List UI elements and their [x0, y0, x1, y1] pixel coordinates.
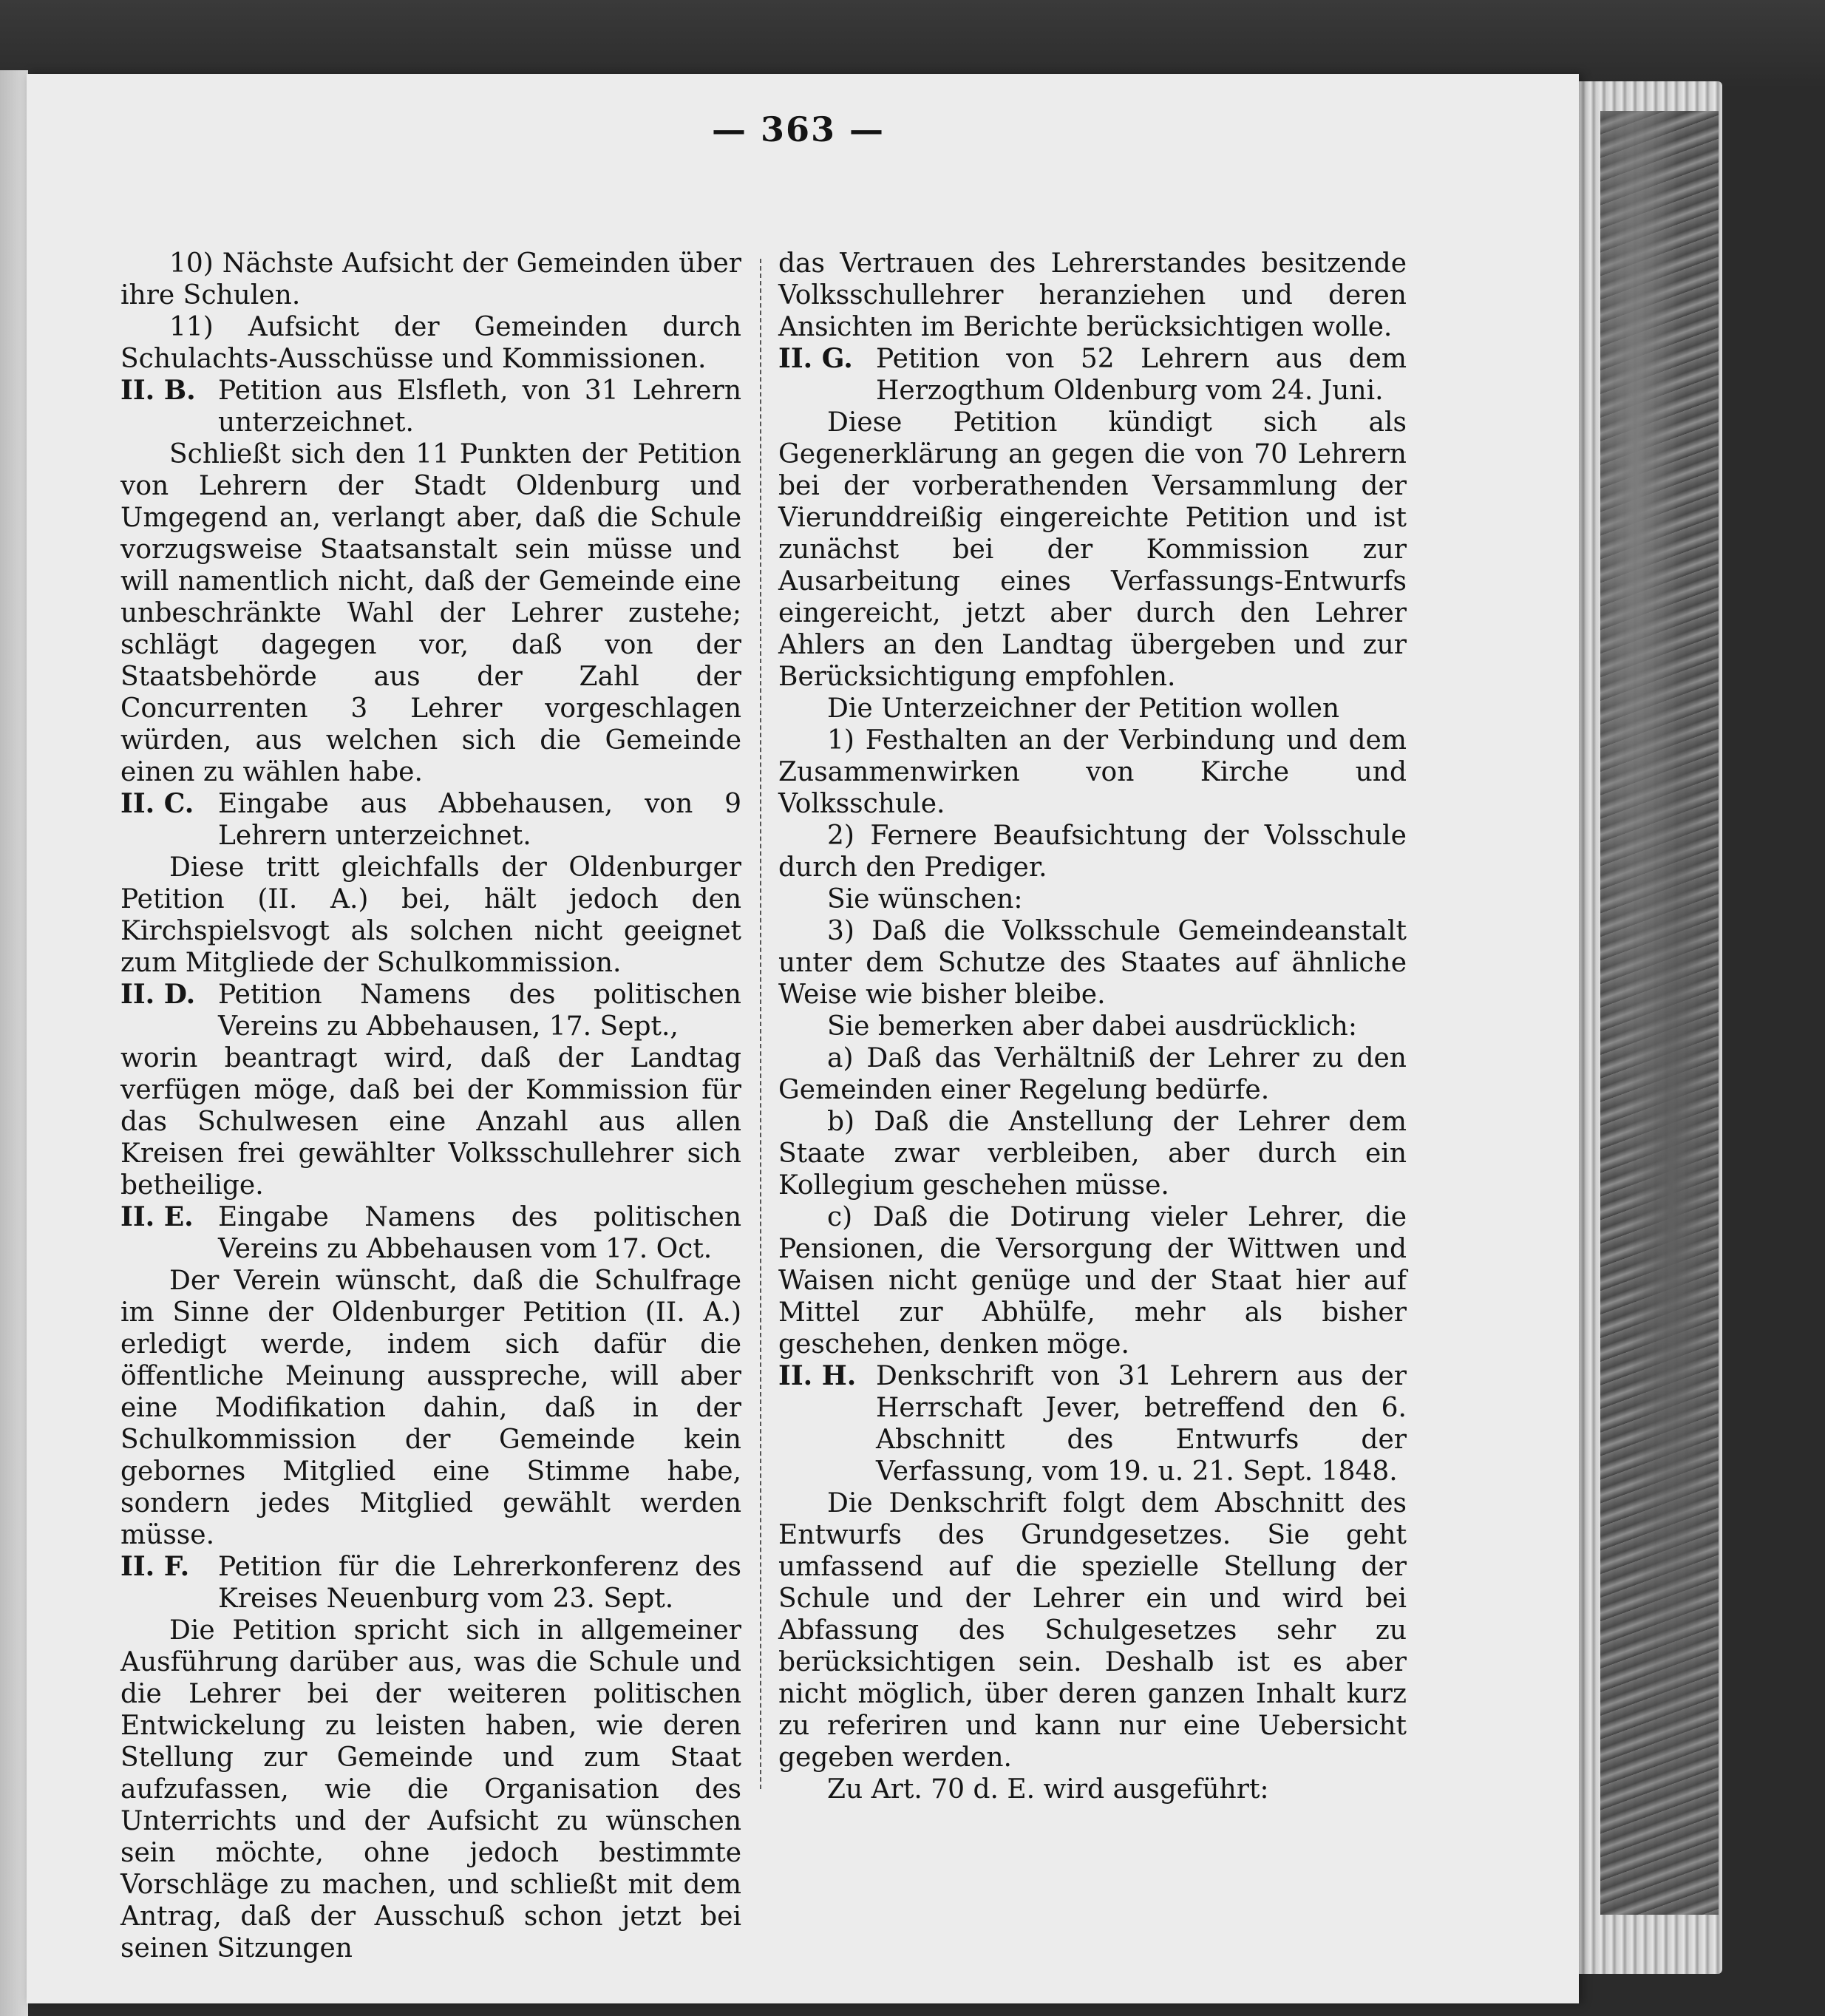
- section-label: II. H.: [778, 1360, 857, 1391]
- section-label: II. D.: [120, 979, 196, 1010]
- paragraph: Zu Art. 70 d. E. wird ausgeführt:: [827, 1774, 1269, 1805]
- paragraph: Sie wünschen:: [827, 884, 1023, 914]
- section-label: II. E.: [120, 1201, 194, 1232]
- paragraph: 10) Nächste Aufsicht der Gemeinden über ihre Schulen.: [120, 248, 741, 310]
- section-label: II. F.: [120, 1551, 190, 1582]
- paragraph: 11) Aufsicht der Gemeinden durch Schulachts-Ausschüsse und Kommissionen.: [120, 312, 741, 374]
- section-heading: [778, 1360, 1407, 1487]
- marbled-cover: [1600, 111, 1719, 1915]
- column-divider: [760, 259, 761, 1789]
- section-label: II. G.: [778, 343, 853, 374]
- section-title: Eingabe aus Abbehausen, von 9 Lehrern unterzeichnet.: [218, 789, 741, 851]
- paragraph: Diese Petition kündigt sich als Gegenerklärung an gegen die von 70 Lehrern bei der vorberathenden Versammlung der Vierunddreißig eingereichte Petition und ist zunächst bei der Kommission zur Ausarbeitung eines Verfassungs-Entwurfs eingereicht, jetzt aber durch den Lehrer Ahlers an den Landtag übergeben und zur Berücksichtigung empfohlen.: [778, 407, 1407, 692]
- paragraph: c) Daß die Dotirung vieler Lehrer, die Pensionen, die Versorgung der Wittwen und Waisen nicht genüge und der Staat hier auf Mittel zur Abhülfe, mehr als bisher geschehen, denken möge.: [778, 1202, 1407, 1360]
- paragraph: worin beantragt wird, daß der Landtag verfügen möge, daß bei der Kommission für das Schulwesen eine Anzahl aus allen Kreisen frei gewählter Volksschullehrer sich betheilige.: [120, 1043, 741, 1201]
- section-title: Petition Namens des politischen Vereins zu Abbehausen, 17. Sept.,: [218, 980, 741, 1042]
- section-title: Petition von 52 Lehrern aus dem Herzogthum Oldenburg vom 24. Juni.: [876, 344, 1407, 406]
- left-column: [120, 248, 741, 1964]
- section-heading: [120, 1201, 741, 1265]
- paragraph: Die Unterzeichner der Petition wollen: [827, 693, 1340, 724]
- section-heading: [778, 343, 1407, 407]
- paragraph: 1) Festhalten an der Verbindung und dem Zusammenwirken von Kirche und Volksschule.: [778, 725, 1407, 819]
- paragraph: Diese tritt gleichfalls der Oldenburger Petition (II. A.) bei, hält jedoch den Kirchspielsvogt als solchen nicht geeignet zum Mitgliede der Schulkommission.: [120, 852, 741, 978]
- paragraph: Der Verein wünscht, daß die Schulfrage im Sinne der Oldenburger Petition (II. A.) erledigt werde, indem sich dafür die öffentliche Meinung ausspreche, will aber eine Modifikation dahin, daß in der Schulkommission der Gemeinde kein gebornes Mitglied eine Stimme habe, sondern jedes Mitglied gewählt werden müsse.: [120, 1266, 741, 1550]
- section-title: Eingabe Namens des politischen Vereins zu Abbehausen vom 17. Oct.: [218, 1202, 741, 1264]
- paragraph: Die Denkschrift folgt dem Abschnitt des Entwurfs des Grundgesetzes. Sie geht umfassend auf die spezielle Stellung der Schule und der Lehrer ein und wird bei Abfassung des Schulgesetzes sehr zu berücksichtigen sein. Deshalb ist es aber nicht möglich, über deren ganzen Inhalt kurz zu referiren und kann nur eine Uebersicht gegeben werden.: [778, 1488, 1407, 1773]
- right-column: [778, 248, 1407, 1805]
- section-heading: [120, 979, 741, 1042]
- section-heading: [120, 375, 741, 438]
- page-number: — 363 —: [711, 109, 886, 149]
- section-title: Petition für die Lehrerkonferenz des Kreises Neuenburg vom 23. Sept.: [218, 1552, 741, 1614]
- previous-page-edge: [0, 70, 28, 2016]
- section-heading: [120, 1551, 741, 1615]
- paragraph: das Vertrauen des Lehrerstandes besitzende Volksschullehrer heranziehen und deren Ansichten im Berichte berücksichtigen wolle.: [778, 248, 1407, 342]
- section-label: II. B.: [120, 375, 196, 406]
- paragraph: Schließt sich den 11 Punkten der Petition von Lehrern der Stadt Oldenburg und Umgegend an, verlangt aber, daß die Schule vorzugsweise Staatsanstalt sein müsse und will namentlich nicht, daß der Gemeinde eine unbeschränkte Wahl der Lehrer zustehe; schlägt dagegen vor, daß von der Staatsbehörde aus der Zahl der Concurrenten 3 Lehrer vorgeschlagen würden, aus welchen sich die Gemeinde einen zu wählen habe.: [120, 439, 741, 787]
- section-title: Petition aus Elsfleth, von 31 Lehrern unterzeichnet.: [218, 376, 741, 438]
- paragraph: 3) Daß die Volksschule Gemeindeanstalt unter dem Schutze des Staates auf ähnliche Weise wie bisher bleibe.: [778, 916, 1407, 1010]
- paragraph: b) Daß die Anstellung der Lehrer dem Staate zwar verbleiben, aber durch ein Kollegium geschehen müsse.: [778, 1107, 1407, 1201]
- paragraph: Die Petition spricht sich in allgemeiner Ausführung darüber aus, was die Schule und die Lehrer bei der weiteren politischen Entwickelung zu leisten haben, wie deren Stellung zur Gemeinde und zum Staat aufzufassen, wie die Organisation des Unterrichts und der Aufsicht zu wünschen sein möchte, ohne jedoch bestimmte Vorschläge zu machen, und schließt mit dem Antrag, daß der Ausschuß schon jetzt bei seinen Sitzungen: [120, 1615, 741, 1964]
- section-label: II. C.: [120, 788, 194, 819]
- paragraph: 2) Fernere Beaufsichtung der Volsschule durch den Prediger.: [778, 821, 1407, 883]
- section-heading: [120, 788, 741, 852]
- paragraph: a) Daß das Verhältniß der Lehrer zu den Gemeinden einer Regelung bedürfe.: [778, 1043, 1407, 1105]
- section-title: Denkschrift von 31 Lehrern aus der Herrschaft Jever, betreffend den 6. Abschnitt des Entwurfs der Verfassung, vom 19. u. 21. Sept. 1848.: [876, 1361, 1407, 1487]
- paragraph: Sie bemerken aber dabei ausdrücklich:: [827, 1011, 1357, 1042]
